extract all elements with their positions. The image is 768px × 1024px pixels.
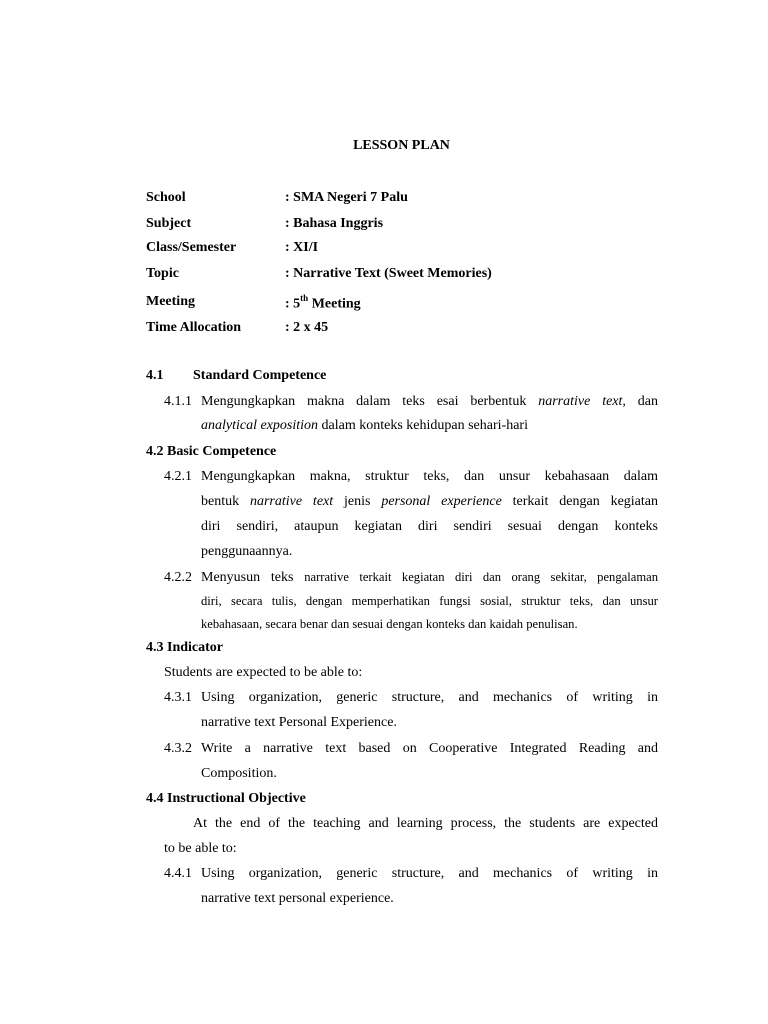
- info-value: : Bahasa Inggris: [285, 216, 384, 231]
- text-segment: , dan: [622, 394, 659, 409]
- item-4-2-1-line-2: [201, 494, 658, 510]
- info-value: : Narrative Text (Sweet Memories): [285, 266, 492, 281]
- item-4-2-1-number: 4.2.1: [164, 469, 192, 484]
- text-segment: Mengungkapkan makna dalam teks esai berbentuk: [201, 394, 539, 409]
- section-4-1-number: 4.1: [146, 368, 164, 383]
- item-4-2-2-line-1: [201, 570, 658, 586]
- info-value: : XI/I: [285, 240, 319, 255]
- item-4-1-1-line-1: [201, 394, 658, 410]
- text-segment: dalam konteks kehidupan sehari-hari: [318, 418, 528, 433]
- item-4-2-1-line-4: penggunaannya.: [201, 544, 293, 559]
- text-segment: jenis: [333, 494, 382, 509]
- item-4-4-1-line-1: Using organization, generic structure, and mechanics of writing in: [201, 866, 658, 881]
- section-4-3-heading: 4.3 Indicator: [146, 640, 223, 655]
- meeting-number: : 5: [285, 296, 301, 312]
- meeting-ordinal-suffix: th: [300, 293, 309, 303]
- item-4-2-2-number: 4.2.2: [164, 570, 192, 585]
- document-title: LESSON PLAN: [353, 138, 450, 153]
- item-4-2-1-line-3: diri sendiri, ataupun kegiatan diri sendiri sesuai dengan konteks: [201, 519, 658, 534]
- text-segment-italic: narrative text: [249, 494, 334, 509]
- section-4-4-heading: 4.4 Instructional Objective: [146, 791, 306, 806]
- info-label: Class/Semester: [146, 240, 237, 255]
- info-label: Topic: [146, 266, 179, 281]
- section-4-4-intro-line-2: to be able to:: [164, 841, 237, 856]
- text-segment: bentuk: [201, 494, 250, 509]
- item-4-3-1-line-1: Using organization, generic structure, and mechanics of writing in: [201, 690, 658, 705]
- item-4-3-1-line-2: narrative text Personal Experience.: [201, 715, 397, 730]
- text-segment-small: narrative terkait kegiatan diri dan orang sekitar, pengalaman: [304, 570, 658, 584]
- section-4-1-heading: Standard Competence: [193, 368, 327, 383]
- item-4-1-1-line-2: [201, 418, 528, 434]
- item-4-3-2-line-2: Composition.: [201, 766, 277, 781]
- text-segment-italic: analytical exposition: [201, 418, 319, 433]
- info-value: : SMA Negeri 7 Palu: [285, 190, 408, 205]
- text-segment-italic: narrative text: [538, 394, 623, 409]
- item-4-2-2-line-2: diri, secara tulis, dengan memperhatikan fungsi sosial, struktur teks, dan unsur: [201, 594, 658, 608]
- item-4-2-2-line-3: kebahasaan, secara benar dan sesuai dengan konteks dan kaidah penulisan.: [201, 617, 578, 631]
- section-4-2-heading: 4.2 Basic Competence: [146, 444, 277, 459]
- info-label: Subject: [146, 216, 192, 231]
- item-4-3-1-number: 4.3.1: [164, 690, 192, 705]
- item-4-3-2-number: 4.3.2: [164, 741, 192, 756]
- text-segment-italic: personal experience: [381, 494, 502, 509]
- info-value: : 2 x 45: [285, 320, 329, 335]
- info-label: Meeting: [146, 294, 195, 309]
- info-label: School: [146, 190, 186, 205]
- text-segment: Menyusun teks: [201, 570, 305, 585]
- item-4-3-2-line-1: Write a narrative text based on Cooperative Integrated Reading and: [201, 741, 658, 756]
- item-4-1-1-number: 4.1.1: [164, 394, 192, 409]
- item-4-4-1-line-2: narrative text personal experience.: [201, 891, 394, 906]
- item-4-4-1-number: 4.4.1: [164, 866, 192, 881]
- text-segment: terkait dengan kegiatan: [501, 494, 658, 509]
- item-4-2-1-line-1: Mengungkapkan makna, struktur teks, dan unsur kebahasaan dalam: [201, 469, 658, 484]
- section-4-4-intro-line-1: At the end of the teaching and learning process, the students are expected: [193, 816, 658, 831]
- info-label: Time Allocation: [146, 320, 242, 335]
- info-value: [285, 294, 361, 313]
- meeting-suffix: Meeting: [308, 296, 361, 312]
- section-4-3-intro: Students are expected to be able to:: [164, 665, 363, 680]
